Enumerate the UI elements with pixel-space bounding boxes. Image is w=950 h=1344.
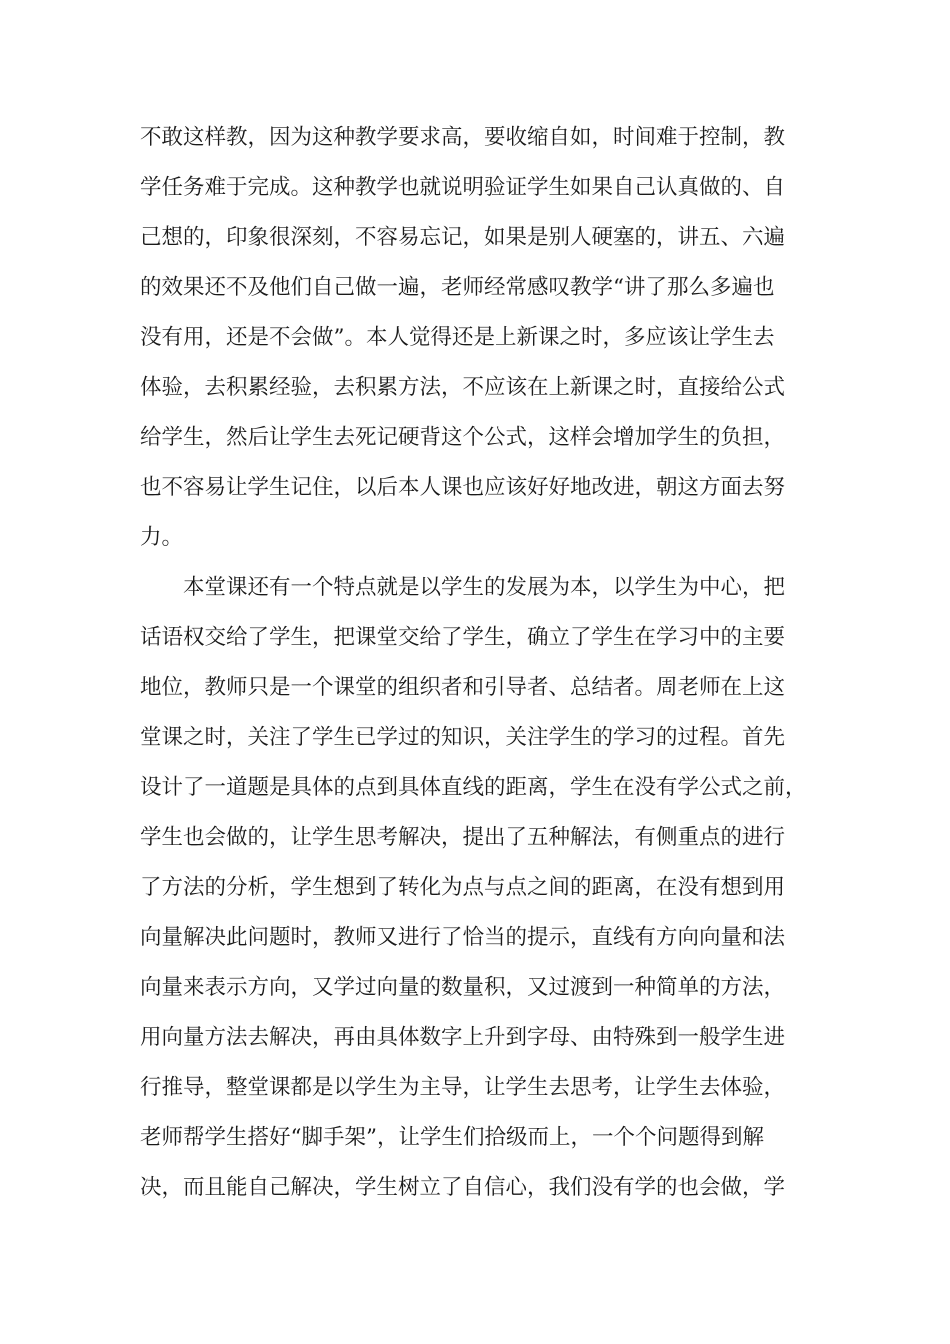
paragraph-2-line-13: 决，而且能自己解决，学生树立了自信心，我们没有学的也会做，学 — [140, 1175, 786, 1200]
paragraph-1-line-6: 体验，去积累经验，去积累方法，不应该在上新课之时，直接给公式 — [140, 375, 786, 400]
paragraph-1-line-1: 不敢这样教，因为这种教学要求高，要收缩自如，时间难于控制，教 — [140, 125, 786, 150]
paragraph-1-line-9: 力。 — [140, 525, 184, 550]
paragraph-2-line-12: 老师帮学生搭好“脚手架”，让学生们拾级而上，一个个问题得到解 — [140, 1125, 764, 1150]
paragraph-1-line-2: 学任务难于完成。这种教学也就说明验证学生如果自己认真做的、自 — [140, 175, 786, 200]
paragraph-1-line-8: 也不容易让学生记住，以后本人课也应该好好地改进，朝这方面去努 — [140, 475, 786, 500]
paragraph-1-line-3: 己想的，印象很深刻，不容易忘记，如果是别人硬塞的，讲五、六遍 — [140, 225, 786, 250]
paragraph-2-line-2: 话语权交给了学生，把课堂交给了学生，确立了学生在学习中的主要 — [140, 625, 786, 650]
paragraph-2-line-5: 设计了一道题是具体的点到具体直线的距离，学生在没有学公式之前， — [140, 775, 807, 800]
paragraph-1-line-5: 没有用，还是不会做”。本人觉得还是上新课之时，多应该让学生去 — [140, 325, 775, 350]
paragraph-2-line-8: 向量解决此问题时，教师又进行了恰当的提示，直线有方向向量和法 — [140, 925, 786, 950]
paragraph-2-line-4: 堂课之时，关注了学生已学过的知识，关注学生的学习的过程。首先 — [140, 725, 786, 750]
paragraph-2-line-11: 行推导，整堂课都是以学生为主导，让学生去思考，让学生去体验， — [140, 1075, 786, 1100]
paragraph-1-line-4: 的效果还不及他们自己做一遍，老师经常感叹教学“讲了那么多遍也 — [140, 275, 775, 300]
paragraph-2-line-1: 本堂课还有一个特点就是以学生的发展为本，以学生为中心，把 — [183, 575, 786, 600]
paragraph-2-line-10: 用向量方法去解决，再由具体数字上升到字母、由特殊到一般学生进 — [140, 1025, 786, 1050]
paragraph-1-line-7: 给学生，然后让学生去死记硬背这个公式，这样会增加学生的负担， — [140, 425, 786, 450]
paragraph-2-line-3: 地位，教师只是一个课堂的组织者和引导者、总结者。周老师在上这 — [140, 675, 786, 700]
paragraph-2-line-9: 向量来表示方向，又学过向量的数量积，又过渡到一种简单的方法， — [140, 975, 786, 1000]
paragraph-2-line-6: 学生也会做的，让学生思考解决，提出了五种解法，有侧重点的进行 — [140, 825, 786, 850]
paragraph-2-line-7: 了方法的分析，学生想到了转化为点与点之间的距离，在没有想到用 — [140, 875, 786, 900]
